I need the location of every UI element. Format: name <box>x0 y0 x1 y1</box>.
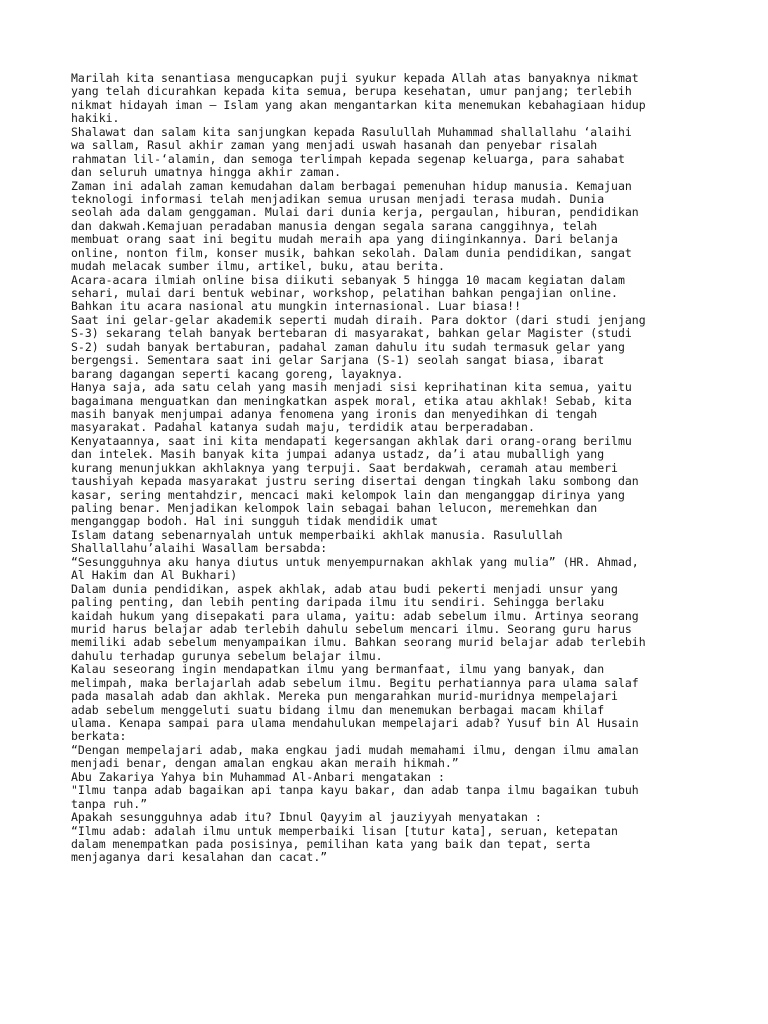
text-line: Apakah sesungguhnya adab itu? Ibnul Qayyim al jauziyyah menyatakan : <box>71 810 542 825</box>
text-line: sehari, mulai dari bentuk webinar, workshop, pelatihan bahkan pengajian online. <box>71 286 618 300</box>
text-line: adab sebelum menggeluti suatu bidang ilmu dan menemukan berbagai macam khilaf <box>71 702 605 717</box>
text-line: S-2) sudah banyak bertaburan, padahal zaman dahulu itu sudah termasuk gelar yang <box>71 339 625 354</box>
text-line: dalam menempatkan pada posisinya, pemilihan kata yang baik dan tepat, serta <box>71 836 591 851</box>
document-body <box>71 72 711 865</box>
text-line: bergengsi. Sementara saat ini gelar Sarjana (S-1) seolah sangat biasa, ibarat <box>71 353 605 368</box>
text-line: menjadi benar, dengan amalan engkau akan meraih hikmah.” <box>71 756 459 771</box>
text-line: nikmat hidayah iman – Islam yang akan mengantarkan kita menemukan kebahagiaan hidup <box>71 97 646 112</box>
text-line: menganggap bodoh. Hal ini sungguh tidak mendidik umat <box>71 514 438 529</box>
text-line: murid harus belajar adab terlebih dahulu sebelum mencari ilmu. Seorang guru harus <box>71 621 632 636</box>
text-line: Al Hakim dan Al Bukhari) <box>71 568 238 583</box>
text-line: online, nonton film, konser musik, bahkan sekolah. Dalam dunia pendidikan, sangat <box>71 245 632 260</box>
text-line: Kalau seseorang ingin mendapatkan ilmu yang bermanfaat, ilmu yang banyak, dan <box>71 662 605 677</box>
text-line: masyarakat. Padahal katanya sudah maju, terdidik atau berperadaban. <box>71 420 535 435</box>
text-line: membuat orang saat ini begitu mudah meraih apa yang diinginkannya. Dari belanja <box>71 232 618 247</box>
text-line: wa sallam, Rasul akhir zaman yang menjadi uswah hasanah dan penyebar risalah <box>71 138 598 153</box>
text-line: Shalawat dan salam kita sanjungkan kepada Rasulullah Muhammad shallallahu ‘alaihi <box>71 124 632 139</box>
text-line: dan seluruh umatnya hingga akhir zaman. <box>71 165 342 180</box>
text-line: barang dagangan seperti kacang goreng, layaknya. <box>71 366 404 381</box>
text-line: paling benar. Menjadikan kelompok lain sebagai bahan lelucon, meremehkan dan <box>71 501 598 515</box>
text-line: Abu Zakariya Yahya bin Muhammad Al-Anbari mengatakan : <box>71 769 445 784</box>
text-line: menjaganya dari kesalahan dan cacat.” <box>71 850 328 865</box>
text-line: Marilah kita senantiasa mengucapkan puji syukur kepada Allah atas banyaknya nikmat <box>71 71 639 85</box>
text-line: Kenyataannya, saat ini kita mendapati kegersangan akhlak dari orang-orang berilmu <box>71 433 632 448</box>
text-line: bagaimana menguatkan dan meningkatkan aspek moral, etika atau akhlak! Sebab, kita <box>71 393 632 408</box>
text-line: tanpa ruh.” <box>71 796 148 811</box>
text-line: seolah ada dalam genggaman. Mulai dari dunia kerja, pergaulan, hiburan, pendidikan <box>71 205 639 220</box>
text-line: S-3) sekarang telah banyak bertebaran di masyarakat, bahkan gelar Magister (studi <box>71 326 632 341</box>
text-line: "Ilmu tanpa adab bagaikan api tanpa kayu bakar, dan adab tanpa ilmu bagaikan tubuh <box>71 783 639 798</box>
text-line: Acara-acara ilmiah online bisa diikuti sebanyak 5 hingga 10 macam kegiatan dalam <box>71 272 625 287</box>
text-line: Saat ini gelar-gelar akademik seperti mudah diraih. Para doktor (dari studi jenjang <box>71 312 646 327</box>
text-line: mudah melacak sumber ilmu, artikel, buku, atau berita. <box>71 259 445 274</box>
text-line: kurang menunjukkan akhlaknya yang terpuji. Saat berdakwah, ceramah atau memberi <box>71 460 618 475</box>
text-line: “Sesungguhnya aku hanya diutus untuk menyempurnakan akhlak yang mulia” (HR. Ahmad, <box>71 554 639 569</box>
text-line: Hanya saja, ada satu celah yang masih menjadi sisi keprihatinan kita semua, yaitu <box>71 380 632 395</box>
text-line: yang telah dicurahkan kepada kita semua, berupa kesehatan, umur panjang; terlebih <box>71 84 632 99</box>
text-line: pada masalah adab dan akhlak. Mereka pun mengarahkan murid-muridnya mempelajari <box>71 689 618 704</box>
text-line: “Ilmu adab: adalah ilmu untuk memperbaiki lisan [tutur kata], seruan, ketepatan <box>71 823 618 838</box>
text-line: “Dengan mempelajari adab, maka engkau jadi mudah memahami ilmu, dengan ilmu amalan <box>71 742 639 757</box>
text-line: kasar, sering mentahdzir, mencaci maki kelompok lain dan menganggap dirinya yang <box>71 487 625 502</box>
text-line: taushiyah kepada masyarakat justru sering disertai dengan tingkah laku sombong dan <box>71 474 639 489</box>
text-line: Islam datang sebenarnyalah untuk memperbaiki akhlak manusia. Rasulullah <box>71 527 563 542</box>
text-line: kaidah hukum yang disepakati para ulama, yaitu: adab sebelum ilmu. Artinya seorang <box>71 608 639 623</box>
text-line: memiliki adab sebelum menyampaikan ilmu. Bahkan seorang murid belajar adab terlebih <box>71 635 646 650</box>
text-line: Bahkan itu acara nasional atu mungkin internasional. Luar biasa!! <box>71 299 522 314</box>
text-line: hakiki. <box>71 111 120 126</box>
text-line: berkata: <box>71 729 127 744</box>
text-line: teknologi informasi telah menjadikan semua urusan menjadi terasa mudah. Dunia <box>71 191 605 206</box>
text-line: Shallallahu’alaihi Wasallam bersabda: <box>71 541 328 556</box>
text-line: masih banyak menjumpai adanya fenomena yang ironis dan menyedihkan di tengah <box>71 406 598 421</box>
text-line: melimpah, maka berlajarlah adab sebelum ilmu. Begitu perhatiannya para ulama salaf <box>71 675 639 690</box>
text-line: Dalam dunia pendidikan, aspek akhlak, adab atau budi pekerti menjadi unsur yang <box>71 581 618 596</box>
text-line: paling penting, dan lebih penting daripada ilmu itu sendiri. Sehingga berlaku <box>71 595 605 610</box>
text-line: dan intelek. Masih banyak kita jumpai adanya ustadz, da’i atau muballigh yang <box>71 447 605 462</box>
text-line: dahulu terhadap gurunya sebelum belajar ilmu. <box>71 648 383 663</box>
text-line: ulama. Kenapa sampai para ulama mendahulukan mempelajari adab? Yusuf bin Al Husain <box>71 716 639 730</box>
text-line: rahmatan lil-‘alamin, dan semoga terlimpah kepada segenap keluarga, para sahabat <box>71 151 625 166</box>
text-line: dan dakwah.Kemajuan peradaban manusia dengan segala sarana canggihnya, telah <box>71 218 598 233</box>
text-line: Zaman ini adalah zaman kemudahan dalam berbagai pemenuhan hidup manusia. Kemajuan <box>71 178 632 193</box>
